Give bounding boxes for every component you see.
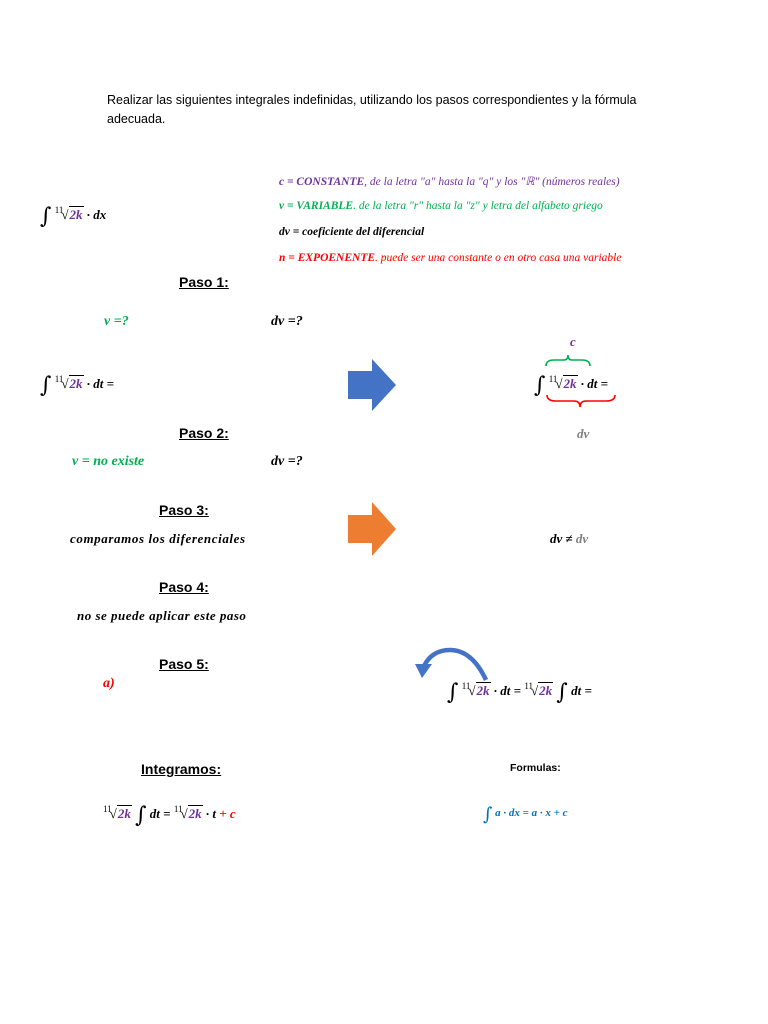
- root-sign: √: [530, 683, 539, 698]
- paso5-integral: [447, 680, 592, 705]
- paso5-item-label: a): [103, 676, 115, 691]
- root-sign: √: [555, 376, 563, 391]
- paso5-title: Paso 5:: [159, 656, 209, 672]
- integral-tail: · dx: [86, 207, 107, 222]
- paso2-v: v = no existe: [72, 454, 145, 469]
- definition-constant: [279, 174, 620, 188]
- root-index: 11: [173, 804, 183, 814]
- paso1-title: Paso 1:: [179, 274, 229, 290]
- blue-arrow-icon: [346, 357, 400, 413]
- radicand: 2k: [69, 207, 83, 222]
- plus-c: + c: [219, 806, 236, 821]
- integral-sign: ∫: [135, 803, 147, 828]
- integral-mid: · dt =: [493, 683, 525, 698]
- radicand: 2k: [539, 683, 553, 698]
- root-index: 11: [524, 681, 533, 691]
- brace-top-label: c: [570, 334, 576, 349]
- paso3-comparison: [550, 531, 588, 547]
- root-index: 11: [548, 374, 558, 384]
- curly-brace-bottom: [544, 393, 620, 411]
- paso1-dv: dv =?: [271, 314, 303, 329]
- definition-variable: [279, 200, 603, 212]
- radicand: 2k: [117, 806, 131, 821]
- root-index: 11: [54, 205, 64, 215]
- root-index: 11: [103, 804, 112, 814]
- formula-text: a · dx = a · x + c: [495, 807, 568, 819]
- integral-tail: · t: [205, 806, 220, 821]
- definition-key: dv = coeficiente del diferencial: [279, 226, 425, 238]
- dv-left: dv ≠: [550, 531, 576, 546]
- root-sign: √: [180, 806, 188, 821]
- integral-sign: ∫: [40, 373, 52, 398]
- radicand: 2k: [476, 683, 490, 698]
- radicand: 2k: [563, 376, 577, 391]
- integramos-title: Integramos:: [141, 761, 222, 777]
- definition-key: n = EXPOENENTE: [279, 252, 376, 264]
- brace-bottom-label: dv: [577, 426, 590, 441]
- root-sign: √: [468, 683, 476, 698]
- dv-right: dv: [575, 531, 589, 546]
- integral-tail: · dt =: [86, 376, 115, 391]
- radicand: 2k: [188, 806, 202, 821]
- integral-tail: dt =: [571, 683, 592, 698]
- paso4-text: no se puede aplicar este paso: [77, 608, 247, 623]
- paso2-dv: dv =?: [271, 454, 303, 469]
- paso1-integral: [40, 373, 114, 398]
- integral-sign: ∫: [447, 680, 459, 705]
- formula-expression: [483, 804, 568, 825]
- integramos-expression: [103, 803, 236, 828]
- integral-sign: ∫: [556, 680, 568, 705]
- main-integral: [40, 204, 106, 229]
- definition-text: . de la letra "r" hasta la "z" y letra del alfabeto griego: [353, 200, 603, 212]
- curved-arrow-icon: [412, 644, 492, 684]
- curly-brace-top: [544, 354, 592, 368]
- paso2-title: Paso 2:: [179, 425, 229, 441]
- integral-sign: ∫: [534, 373, 546, 398]
- root-index: 11: [54, 374, 64, 384]
- root-index: 11: [461, 681, 471, 691]
- definition-key: c = CONSTANTE: [279, 176, 365, 188]
- instructions-text: Realizar las siguientes integrales indefinidas, utilizando los pasos correspondientes y la fórmula adecuada.: [107, 93, 637, 126]
- root-sign: √: [109, 806, 117, 821]
- definition-text: , de la letra "a" hasta la "q" y los "ℝ" (números reales): [364, 176, 620, 188]
- integral-sign: ∫: [40, 204, 52, 229]
- definition-differential: [279, 226, 424, 238]
- paso3-title: Paso 3:: [159, 502, 209, 518]
- integral-sign: ∫: [483, 804, 493, 825]
- paso4-title: Paso 4:: [159, 579, 209, 595]
- root-sign: √: [61, 207, 69, 222]
- formulas-title: Formulas:: [510, 762, 561, 774]
- orange-arrow-icon: [346, 500, 400, 558]
- integral-tail: · dt =: [580, 376, 609, 391]
- definition-key: v = VARIABLE: [279, 200, 354, 212]
- integral-mid: dt =: [149, 806, 174, 821]
- paso1-v: v =?: [104, 314, 129, 329]
- radicand: 2k: [69, 376, 83, 391]
- root-sign: √: [61, 376, 69, 391]
- definition-text: . puede ser una constante o en otro casa una variable: [375, 252, 622, 264]
- paso3-text: comparamos los diferenciales: [70, 531, 246, 546]
- definition-exponent: [279, 252, 621, 264]
